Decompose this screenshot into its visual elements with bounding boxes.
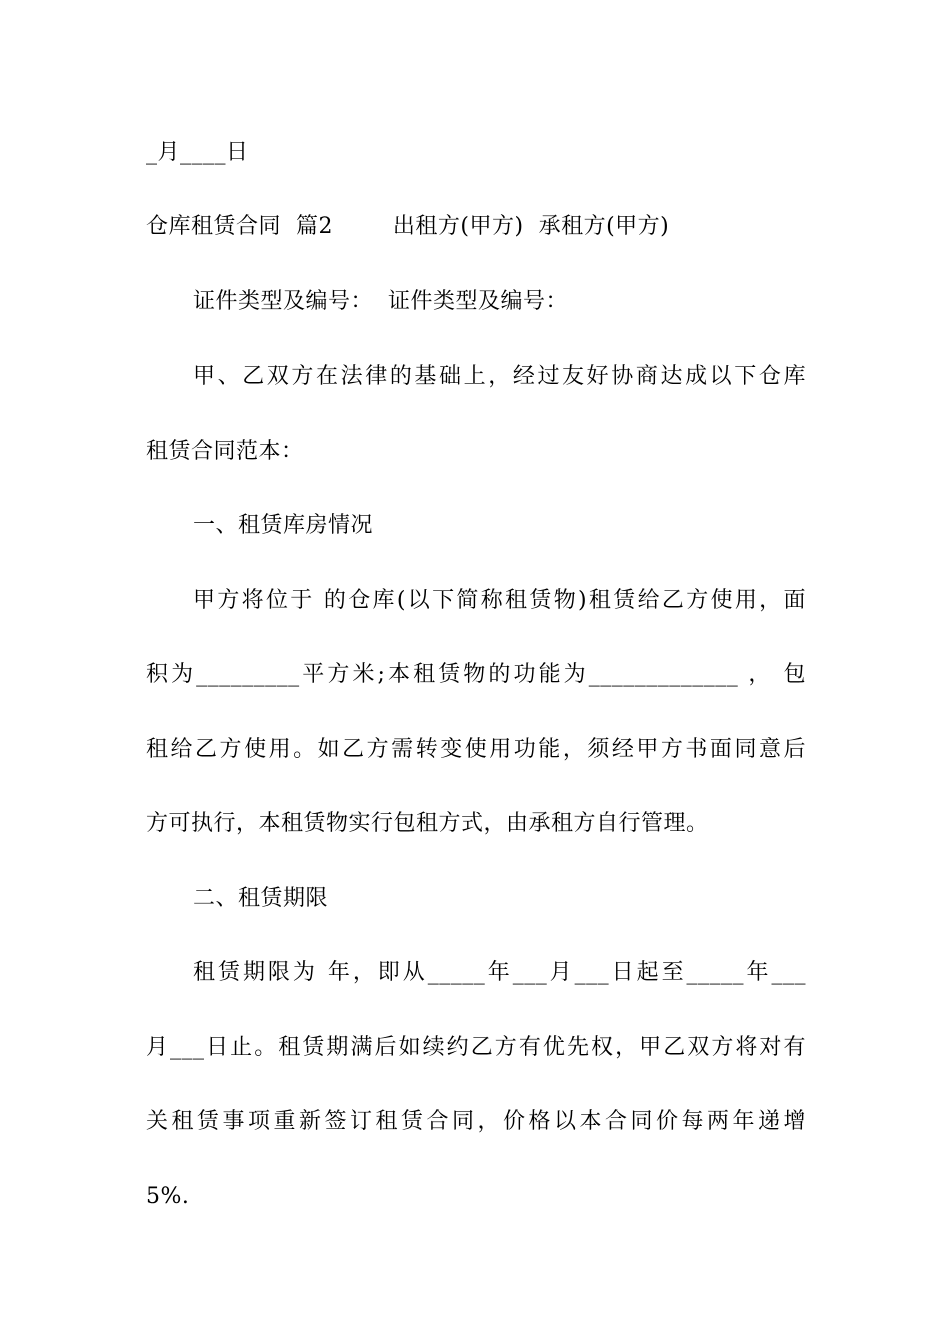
contract-title-line: 仓库租赁合同 篇2 出租方(甲方) 承租方(甲方) bbox=[146, 214, 670, 239]
section2-paragraph-line-1: 租赁期限为 年，即从_____年___月___日起至_____年___ bbox=[193, 960, 806, 985]
intro-paragraph-line-1: 甲、乙双方在法律的基础上，经过友好协商达成以下仓库 bbox=[193, 364, 806, 389]
date-line: _月____日 bbox=[146, 140, 249, 165]
section1-paragraph-line-3: 租给乙方使用。如乙方需转变使用功能，须经甲方书面同意后 bbox=[146, 737, 806, 762]
id-type-line: 证件类型及编号： 证件类型及编号： bbox=[193, 289, 568, 314]
section-heading-2: 二、租赁期限 bbox=[193, 886, 329, 911]
section1-paragraph-line-1: 甲方将位于 的仓库(以下简称租赁物)租赁给乙方使用，面 bbox=[193, 588, 806, 613]
intro-paragraph-line-2: 租赁合同范本： bbox=[146, 439, 304, 464]
section1-paragraph-line-2: 积为_________平方米;本租赁物的功能为_____________ ， 包 bbox=[146, 662, 806, 687]
section-heading-1: 一、租赁库房情况 bbox=[193, 513, 374, 538]
section2-paragraph-line-3: 关租赁事项重新签订租赁合同，价格以本合同价每两年递增 bbox=[146, 1109, 806, 1134]
section1-paragraph-line-4: 方可执行，本租赁物实行包租方式，由承租方自行管理。 bbox=[146, 811, 709, 836]
section2-paragraph-line-4: 5%. bbox=[146, 1184, 190, 1209]
section2-paragraph-line-2: 月___日止。租赁期满后如续约乙方有优先权，甲乙双方将对有 bbox=[146, 1035, 806, 1060]
